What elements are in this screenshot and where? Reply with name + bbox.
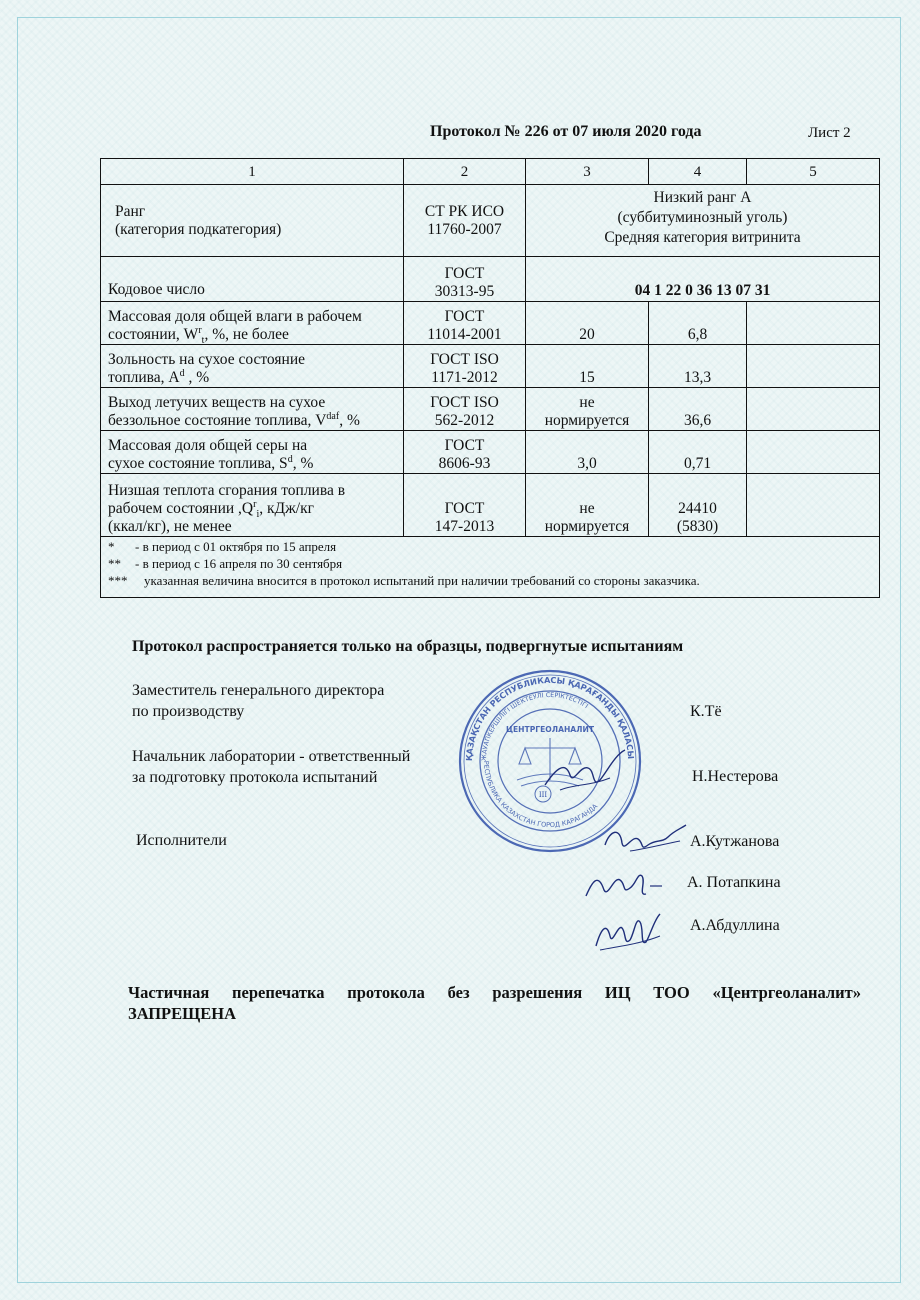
note-line (108, 555, 874, 572)
lab-head-title (132, 746, 410, 788)
norm-line: нормируется (544, 518, 630, 535)
standard-line: 30313-95 (434, 283, 495, 300)
note-mark: ** (108, 556, 121, 571)
rank-value-line: Средняя категория витринита (604, 229, 801, 246)
parameter-label (101, 474, 404, 537)
value-line: 13,3 (683, 369, 712, 386)
parameter-value (649, 431, 747, 474)
superscript: d (287, 453, 293, 465)
superscript: d (179, 367, 185, 379)
standard-line: 1171-2012 (431, 369, 498, 386)
label-line: Выход летучих веществ на сухое (108, 394, 326, 411)
warning-line: ЗАПРЕЩЕНА (128, 1004, 237, 1023)
label-line: Массовая доля общей влаги в рабочем (108, 308, 362, 325)
column-number: 3 (526, 159, 649, 185)
title-line: по производству (132, 703, 245, 720)
value-line: 6,8 (687, 326, 708, 343)
standard-line: 562-2012 (434, 412, 495, 429)
empty-cell (747, 302, 880, 345)
label-line: , % (184, 369, 210, 386)
rank-row (101, 185, 880, 257)
empty-cell (747, 431, 880, 474)
norm-line: 20 (579, 326, 595, 343)
label-line: , % (339, 412, 360, 429)
parameter-norm (526, 474, 649, 537)
stamp-number: III (538, 791, 548, 799)
standard-line: СТ РК ИСО (424, 202, 505, 220)
label-line: сухое состояние топлива, S (108, 455, 288, 472)
parameter-value (649, 388, 747, 431)
standard-line: ГОСТ ISO (430, 351, 499, 368)
ash-row (101, 345, 880, 388)
title-line: Заместитель генерального директора (132, 682, 385, 699)
empty-cell (747, 345, 880, 388)
signature-performer-2 (580, 862, 670, 907)
moisture-row (101, 302, 880, 345)
superscript: r (198, 324, 202, 336)
sulfur-row (101, 431, 880, 474)
label-line: беззольное состояние топлива, V (108, 412, 327, 429)
parameter-standard (404, 345, 526, 388)
standard-line: 147-2013 (434, 518, 495, 535)
parameter-norm (526, 302, 649, 345)
label-line: топлива, A (108, 369, 180, 386)
column-number-row (101, 159, 880, 185)
label-line: Низшая теплота сгорания топлива в (108, 482, 346, 499)
note-line (108, 572, 874, 589)
reprint-warning (128, 982, 861, 1024)
rank-value-line: (суббитуминозный уголь) (617, 209, 788, 226)
code-label: Кодовое число (101, 257, 404, 302)
warning-line: Частичная перепечатка протокола без разрешения ИЦ ТОО «Центргеоланалит» (128, 983, 861, 1002)
parameter-label (101, 431, 404, 474)
parameter-value (649, 345, 747, 388)
empty-cell (747, 474, 880, 537)
norm-line: 15 (579, 369, 595, 386)
label-line: , % (292, 455, 314, 472)
standard-line: ГОСТ ISO (430, 394, 499, 411)
standard-line: 11014-2001 (427, 326, 502, 343)
column-number: 5 (747, 159, 880, 185)
standard-line: ГОСТ (444, 437, 485, 454)
signature-performer-1 (600, 815, 690, 860)
parameter-norm (526, 388, 649, 431)
parameter-standard (404, 302, 526, 345)
note-text: - в период с 16 апреля по 30 сентября (135, 556, 343, 571)
parameter-norm (526, 431, 649, 474)
rank-standard (404, 185, 526, 257)
value-line: 24410 (678, 500, 717, 517)
value-line: (5830) (676, 518, 719, 535)
label-line: состоянии, W (108, 326, 199, 343)
standard-line: 11760-2007 (427, 220, 502, 238)
code-value: 04 1 22 0 36 13 07 31 (526, 257, 880, 302)
note-text: - в период с 01 октября по 15 апреля (135, 539, 337, 554)
parameter-label (101, 302, 404, 345)
note-mark: * (108, 539, 115, 554)
superscript: daf (326, 410, 340, 422)
note-line (108, 538, 874, 555)
code-standard (404, 257, 526, 302)
lab-head-name: Н.Нестерова (692, 768, 779, 785)
deputy-name: К.Тё (690, 703, 722, 720)
performer-name: А. Потапкина (687, 874, 781, 891)
rank-label-line: (категория подкатегория) (115, 220, 282, 238)
norm-line: не (579, 500, 595, 517)
performer-name: А.Кутжанова (690, 833, 780, 850)
volatile-row (101, 388, 880, 431)
empty-cell (747, 388, 880, 431)
title-line: за подготовку протокола испытаний (132, 769, 378, 786)
standard-line: ГОСТ (444, 500, 485, 517)
rank-label-line: Ранг (115, 202, 146, 220)
label-line: , кДж/кг (259, 500, 314, 517)
title-line: Начальник лаборатории - ответственный (132, 748, 411, 765)
stamp-center-text: ЦЕНТРГЕОЛАНАЛИТ (505, 725, 595, 734)
stamp-bottom-text: РЕСПУБЛИКА КАЗАХСТАН ГОРОД КАРАГАНДА (481, 760, 600, 830)
protocol-title: Протокол № 226 от 07 июля 2020 года (430, 123, 702, 140)
results-table (100, 158, 880, 598)
standard-line: 8606-93 (438, 455, 491, 472)
subscript: i (256, 509, 260, 521)
standard-line: ГОСТ (444, 265, 485, 282)
subscript: t (201, 335, 205, 347)
signature-performer-3 (590, 906, 670, 958)
rank-label (101, 185, 404, 257)
table-notes (101, 537, 880, 598)
parameter-value (649, 302, 747, 345)
norm-line: 3,0 (577, 455, 597, 472)
norm-line: не (579, 394, 595, 411)
standard-line: ГОСТ (444, 308, 485, 325)
label-line: рабочем состоянии ,Q (108, 500, 254, 517)
protocol-header (100, 123, 860, 145)
signature-head (540, 740, 630, 800)
stamp-outer-text: ҚАЗАҚСТАН РЕСПУБЛИКАСЫ ҚАРАҒАНДЫ ҚАЛАСЫ (463, 674, 637, 762)
rank-value (526, 185, 880, 257)
note-mark: *** (108, 573, 128, 588)
label-line: Массовая доля общей серы на (108, 437, 308, 454)
performer-name: А.Абдуллина (690, 917, 780, 934)
parameter-norm (526, 345, 649, 388)
calorific-row (101, 474, 880, 537)
superscript: r (253, 498, 257, 510)
label-line: Зольность на сухое состояние (108, 351, 305, 368)
parameter-value (649, 474, 747, 537)
notes-row (101, 537, 880, 598)
deputy-title (132, 680, 384, 722)
parameter-label (101, 388, 404, 431)
parameter-standard (404, 431, 526, 474)
parameter-label (101, 345, 404, 388)
value-line: 36,6 (683, 412, 712, 429)
label-line: (ккал/кг), не менее (108, 518, 232, 535)
sheet-number: Лист 2 (808, 125, 851, 141)
label-line: , %, не более (204, 326, 289, 343)
stamp-inner-text: ЖАУАПКЕРШІЛІГІ ШЕКТЕУЛІ СЕРІКТЕСТІГІ (479, 690, 590, 762)
parameter-standard (404, 474, 526, 537)
code-row (101, 257, 880, 302)
rank-value-line: Низкий ранг А (653, 189, 752, 206)
column-number: 4 (649, 159, 747, 185)
scope-statement: Протокол распространяется только на образцы, подвергнутые испытаниям (132, 638, 684, 655)
value-line: 0,71 (683, 455, 712, 472)
column-number: 1 (101, 159, 404, 185)
note-text: указанная величина вносится в протокол испытаний при наличии требований со стороны заказчика. (144, 573, 700, 588)
norm-line: нормируется (544, 412, 630, 429)
performers-label: Исполнители (136, 832, 227, 849)
parameter-standard (404, 388, 526, 431)
column-number: 2 (404, 159, 526, 185)
